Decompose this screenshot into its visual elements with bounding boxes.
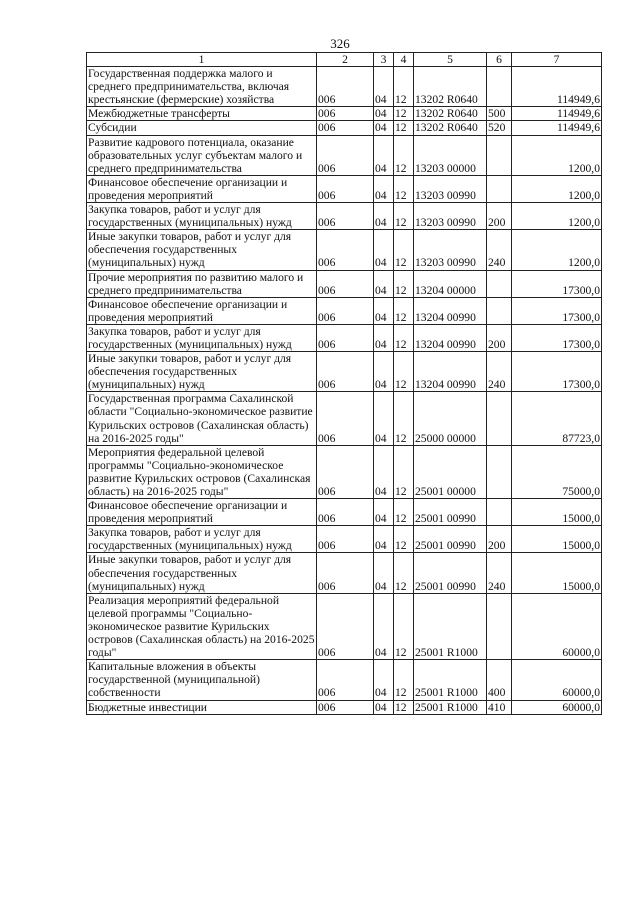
col-header: 5	[414, 53, 487, 67]
gr-code: 006	[317, 270, 374, 297]
vr-code: 200	[487, 324, 512, 351]
amount: 17300,0	[512, 297, 602, 324]
item-name: Прочие мероприятия по развитию малого и среднего предпринимательства	[87, 270, 317, 297]
item-name: Реализация мероприятий федеральной целевой программы "Социально-экономическое развитие Курильских островов (Сахалинская область) на 2016-2025 годы"	[88, 593, 315, 660]
csr-code: 13203 00990	[414, 203, 487, 230]
gr-code: 006	[317, 175, 374, 202]
table-row	[87, 526, 602, 553]
col-header: 4	[394, 53, 414, 67]
vr-code	[487, 445, 512, 498]
item-name: Мероприятия федеральной целевой программы "Социально-экономическое развитие Курильских островов (Сахалинская область) на 2016-2025 годы"	[87, 445, 317, 498]
col-header: 2	[317, 53, 374, 67]
item-name: Закупка товаров, работ и услуг для государственных (муниципальных) нужд	[87, 324, 317, 351]
table-row	[87, 230, 602, 270]
col-header: 7	[512, 53, 602, 67]
rz-code: 04	[374, 352, 394, 392]
amount: 114949,6	[512, 121, 602, 135]
pr-code: 12	[394, 700, 414, 714]
csr-code: 13204 00990	[414, 352, 487, 392]
csr-code: 13203 00990	[414, 230, 487, 270]
table-row	[87, 553, 602, 593]
table-row	[87, 297, 602, 324]
csr-code: 25000 00000	[414, 392, 487, 445]
amount: 1200,0	[512, 230, 602, 270]
amount: 60000,0	[512, 700, 602, 714]
rz-code: 04	[374, 270, 394, 297]
pr-code: 12	[394, 392, 414, 445]
pr-code: 12	[394, 203, 414, 230]
rz-code: 04	[374, 67, 394, 107]
amount: 1200,0	[512, 175, 602, 202]
rz-code: 04	[374, 107, 394, 121]
csr-code: 13202 R0640	[414, 121, 487, 135]
csr-code: 13202 R0640	[414, 67, 487, 107]
csr-code: 25001 00990	[414, 553, 487, 593]
gr-code: 006	[317, 445, 374, 498]
table-row	[87, 203, 602, 230]
rz-code: 04	[374, 526, 394, 553]
pr-code: 12	[394, 499, 414, 526]
table-row	[87, 107, 602, 121]
gr-code: 006	[317, 230, 374, 270]
csr-code: 13203 00000	[414, 135, 487, 175]
rz-code: 04	[374, 700, 394, 714]
item-name: Развитие кадрового потенциала, оказание образовательных услуг субъектам малого и среднего предпринимательства	[87, 135, 317, 175]
item-name: Бюджетные инвестиции	[87, 700, 317, 714]
item-name: Иные закупки товаров, работ и услуг для обеспечения государственных (муниципальных) нужд	[87, 230, 317, 270]
table-row	[87, 499, 602, 526]
vr-code: 240	[487, 230, 512, 270]
gr-code: 006	[317, 135, 374, 175]
pr-code: 12	[394, 445, 414, 498]
csr-code: 13202 R0640	[414, 107, 487, 121]
item-name: Государственная программа Сахалинской области "Социально-экономическое развитие Курильских островов (Сахалинская область) на 2016-2025 годы"	[87, 392, 317, 445]
vr-code	[487, 392, 512, 445]
amount: 15000,0	[512, 499, 602, 526]
rz-code: 04	[374, 203, 394, 230]
item-name: Государственная поддержка малого и среднего предпринимательства, включая крестьянские (фермерские) хозяйства	[87, 67, 317, 107]
pr-code: 12	[394, 297, 414, 324]
pr-code: 12	[394, 121, 414, 135]
csr-code: 25001 R1000	[414, 593, 487, 659]
vr-code	[487, 67, 512, 107]
table-row	[87, 175, 602, 202]
rz-code: 04	[374, 135, 394, 175]
gr-code: 006	[317, 593, 374, 659]
pr-code: 12	[394, 352, 414, 392]
rz-code: 04	[374, 593, 394, 659]
amount: 1200,0	[512, 203, 602, 230]
gr-code: 006	[317, 67, 374, 107]
amount: 60000,0	[512, 660, 602, 700]
amount: 87723,0	[512, 392, 602, 445]
vr-code: 520	[487, 121, 512, 135]
table-row	[87, 700, 602, 714]
vr-code: 400	[487, 660, 512, 700]
gr-code: 006	[317, 553, 374, 593]
table-row	[87, 593, 602, 659]
table-row	[87, 445, 602, 498]
item-name: Финансовое обеспечение организации и проведения мероприятий	[87, 175, 317, 202]
csr-code: 13203 00990	[414, 175, 487, 202]
pr-code: 12	[394, 270, 414, 297]
csr-code: 25001 00000	[414, 445, 487, 498]
gr-code: 006	[317, 324, 374, 351]
table-row	[87, 135, 602, 175]
pr-code: 12	[394, 107, 414, 121]
amount: 15000,0	[512, 526, 602, 553]
rz-code: 04	[374, 499, 394, 526]
table-row	[87, 392, 602, 445]
gr-code: 006	[317, 526, 374, 553]
pr-code: 12	[394, 175, 414, 202]
gr-code: 006	[317, 660, 374, 700]
csr-code: 25001 R1000	[414, 660, 487, 700]
pr-code: 12	[394, 230, 414, 270]
vr-code: 240	[487, 553, 512, 593]
item-name: Межбюджетные трансферты	[87, 107, 317, 121]
vr-code	[487, 593, 512, 659]
table-row	[87, 660, 602, 700]
csr-code: 25001 00990	[414, 499, 487, 526]
item-name: Субсидии	[87, 121, 317, 135]
gr-code: 006	[317, 297, 374, 324]
vr-code	[487, 297, 512, 324]
amount: 114949,6	[512, 107, 602, 121]
gr-code: 006	[317, 107, 374, 121]
amount: 17300,0	[512, 270, 602, 297]
csr-code: 25001 00990	[414, 526, 487, 553]
csr-code: 13204 00990	[414, 297, 487, 324]
table-row	[87, 324, 602, 351]
item-name: Капитальные вложения в объекты государственной (муниципальной) собственности	[87, 660, 317, 700]
vr-code	[487, 270, 512, 297]
pr-code: 12	[394, 324, 414, 351]
pr-code: 12	[394, 593, 414, 659]
item-name: Финансовое обеспечение организации и проведения мероприятий	[87, 297, 317, 324]
gr-code: 006	[317, 121, 374, 135]
rz-code: 04	[374, 230, 394, 270]
item-name: Иные закупки товаров, работ и услуг для обеспечения государственных (муниципальных) нужд	[87, 553, 317, 593]
rz-code: 04	[374, 445, 394, 498]
csr-code: 13204 00990	[414, 324, 487, 351]
pr-code: 12	[394, 67, 414, 107]
item-name: Закупка товаров, работ и услуг для государственных (муниципальных) нужд	[87, 203, 317, 230]
pr-code: 12	[394, 526, 414, 553]
header-row	[87, 53, 602, 67]
rz-code: 04	[374, 175, 394, 202]
vr-code: 240	[487, 352, 512, 392]
rz-code: 04	[374, 297, 394, 324]
table-row	[87, 67, 602, 107]
amount: 75000,0	[512, 445, 602, 498]
item-name: Закупка товаров, работ и услуг для государственных (муниципальных) нужд	[87, 526, 317, 553]
rz-code: 04	[374, 660, 394, 700]
csr-code: 25001 R1000	[414, 700, 487, 714]
pr-code: 12	[394, 660, 414, 700]
table-row	[87, 121, 602, 135]
page-number: 326	[330, 36, 350, 51]
amount: 60000,0	[512, 593, 602, 659]
gr-code: 006	[317, 203, 374, 230]
vr-code: 500	[487, 107, 512, 121]
gr-code: 006	[317, 352, 374, 392]
col-header: 3	[374, 53, 394, 67]
pr-code: 12	[394, 553, 414, 593]
amount: 15000,0	[512, 553, 602, 593]
budget-table	[86, 52, 602, 715]
amount: 17300,0	[512, 352, 602, 392]
rz-code: 04	[374, 392, 394, 445]
csr-code: 13204 00000	[414, 270, 487, 297]
rz-code: 04	[374, 121, 394, 135]
pr-code: 12	[394, 135, 414, 175]
table-row	[87, 352, 602, 392]
amount: 1200,0	[512, 135, 602, 175]
gr-code: 006	[317, 700, 374, 714]
vr-code	[487, 175, 512, 202]
gr-code: 006	[317, 392, 374, 445]
vr-code	[487, 135, 512, 175]
gr-code: 006	[317, 499, 374, 526]
vr-code: 200	[487, 526, 512, 553]
vr-code: 410	[487, 700, 512, 714]
vr-code: 200	[487, 203, 512, 230]
vr-code	[487, 499, 512, 526]
item-name: Иные закупки товаров, работ и услуг для обеспечения государственных (муниципальных) нужд	[87, 352, 317, 392]
item-name: Финансовое обеспечение организации и проведения мероприятий	[87, 499, 317, 526]
col-header: 6	[487, 53, 512, 67]
rz-code: 04	[374, 553, 394, 593]
amount: 17300,0	[512, 324, 602, 351]
col-header: 1	[87, 53, 317, 67]
amount: 114949,6	[512, 67, 602, 107]
table-row	[87, 270, 602, 297]
rz-code: 04	[374, 324, 394, 351]
